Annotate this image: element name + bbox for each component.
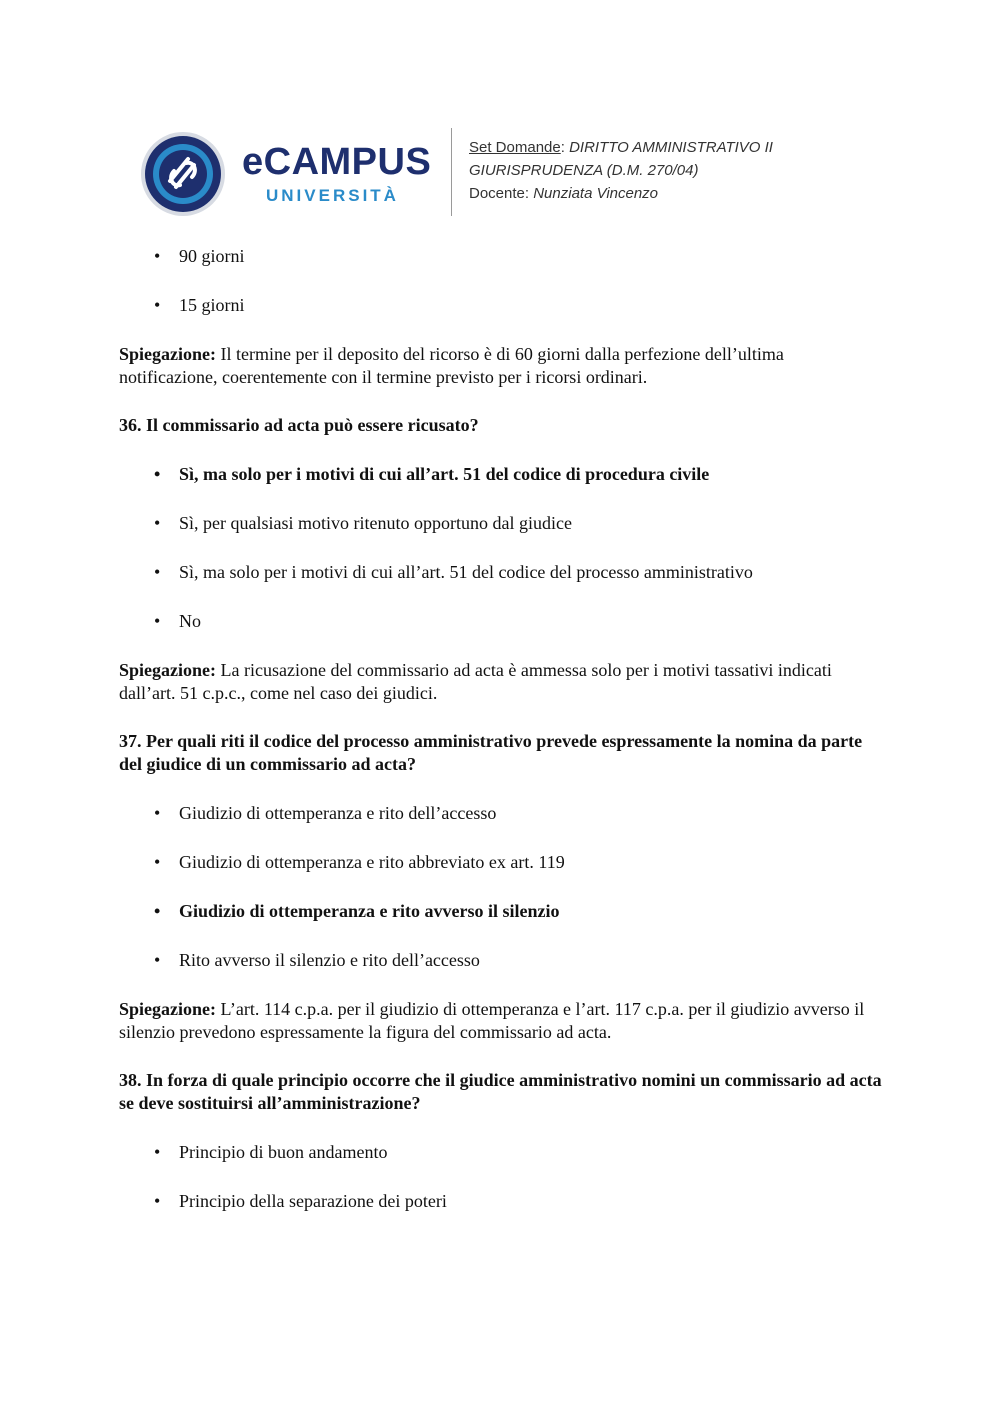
answer-option: • Principio di buon andamento	[154, 1142, 388, 1162]
answer-list	[119, 802, 884, 972]
question-38: 38. In forza di quale principio occorre che il giudice amministrativo nomini un commissario ad acta se deve sostituirsi all’amministrazione?	[119, 1070, 882, 1113]
explanation: Spiegazione: Il termine per il deposito del ricorso è di 60 giorni dalla perfezione dell’ultima notificazione, coerentemente con il termine previsto per i ricorsi ordinari.	[119, 344, 784, 387]
logo-subtitle: UNIVERSITÀ	[266, 186, 399, 205]
answer-option: • 15 giorni	[154, 295, 245, 315]
answer-option: • Giudizio di ottemperanza e rito dell’accesso	[154, 803, 497, 823]
set-value-line-1: DIRITTO AMMINISTRATIVO II	[569, 139, 773, 156]
header-info	[469, 136, 773, 205]
header-divider	[451, 128, 452, 216]
set-line-1: Set Domande: DIRITTO AMMINISTRATIVO II	[469, 139, 773, 156]
answer-option-correct: • Giudizio di ottemperanza e rito avverso il silenzio	[154, 901, 560, 921]
set-value-line-2: GIURISPRUDENZA (D.M. 270/04)	[469, 162, 699, 179]
answer-option: • Sì, per qualsiasi motivo ritenuto opportuno dal giudice	[154, 513, 572, 533]
answer-option: • Rito avverso il silenzio e rito dell’accesso	[154, 950, 480, 970]
docente-label: Docente	[469, 185, 525, 202]
ecampus-seal-logo	[140, 131, 226, 217]
answer-option: • Principio della separazione dei poteri	[154, 1191, 447, 1211]
ecampus-wordmark	[242, 142, 442, 212]
explanation: Spiegazione: La ricusazione del commissario ad acta è ammessa solo per i motivi tassativi indicati dall’art. 51 c.p.c., come nel caso dei giudici.	[119, 660, 832, 703]
set-line-2	[469, 159, 773, 182]
answer-option: • Sì, ma solo per i motivi di cui all’art. 51 del codice del processo amministrativo	[154, 562, 753, 582]
set-label: Set Domande	[469, 139, 561, 156]
question-36: 36. Il commissario ad acta può essere ricusato?	[119, 415, 479, 435]
page-header	[140, 128, 900, 218]
answer-option-correct: • Sì, ma solo per i motivi di cui all’art. 51 del codice di procedura civile	[154, 464, 710, 484]
answer-option: • Giudizio di ottemperanza e rito abbreviato ex art. 119	[154, 852, 565, 872]
docente-value: Nunziata Vincenzo	[533, 185, 659, 202]
answer-option: • No	[154, 611, 201, 631]
answer-list	[119, 245, 884, 317]
docente-line: Docente: Nunziata Vincenzo	[469, 185, 659, 202]
page-content	[119, 245, 884, 1239]
answer-list	[119, 1141, 884, 1213]
answer-option: • 90 giorni	[154, 246, 245, 266]
answer-list	[119, 463, 884, 633]
explanation: Spiegazione: L’art. 114 c.p.a. per il giudizio di ottemperanza e l’art. 117 c.p.a. per il giudizio avverso il silenzio prevedono espressamente la figura del commissario ad acta.	[119, 999, 865, 1042]
question-37: 37. Per quali riti il codice del processo amministrativo prevede espressamente la nomina da parte del giudice di un commissario ad acta?	[119, 731, 863, 774]
logo-brand: eCAMPUS	[242, 141, 432, 183]
